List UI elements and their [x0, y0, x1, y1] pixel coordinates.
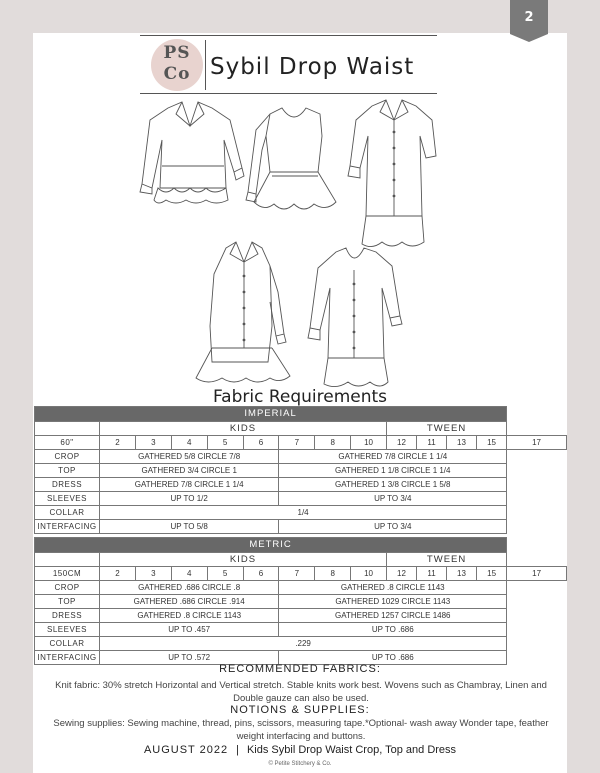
table-row	[35, 520, 567, 534]
tween-value: UP TO .686	[279, 623, 507, 637]
garment-illustrations	[130, 96, 460, 388]
copyright: © Petite Stitchery & Co.	[268, 761, 332, 767]
kids-value: GATHERED 7/8 CIRCLE 1 1/4	[100, 478, 279, 492]
size-cell: 4	[171, 436, 207, 450]
table-row	[35, 450, 567, 464]
fabric-requirements-title: Fabric Requirements	[212, 387, 388, 407]
table-row	[35, 464, 567, 478]
page-number: 2	[524, 10, 534, 25]
recommended-fabrics-heading: RECOMMENDED FABRICS:	[219, 663, 381, 675]
size-cell: 8	[315, 567, 351, 581]
row-label: DRESS	[35, 478, 100, 492]
tween-value: UP TO 3/4	[279, 520, 507, 534]
size-cell: 8	[315, 436, 351, 450]
kids-value: UP TO .572	[100, 651, 279, 665]
vneck-dress-sketch	[308, 248, 402, 387]
row-label: CROP	[35, 450, 100, 464]
row-label: TOP	[35, 595, 100, 609]
row-label: COLLAR	[35, 637, 100, 651]
long-dress-sketch	[348, 100, 436, 247]
drop-waist-top-sketch	[246, 108, 336, 209]
tween-value: GATHERED 7/8 CIRCLE 1 1/4	[279, 450, 507, 464]
kids-value: GATHERED .8 CIRCLE 1143	[100, 609, 279, 623]
size-cell: 13	[447, 436, 477, 450]
kids-value: UP TO 1/2	[100, 492, 279, 506]
table-row	[35, 581, 567, 595]
row-label: DRESS	[35, 609, 100, 623]
tween-value: GATHERED 1 3/8 CIRCLE 1 5/8	[279, 478, 507, 492]
footer-separator: |	[236, 744, 239, 756]
imperial-table	[34, 406, 567, 534]
size-cell: 15	[477, 567, 507, 581]
row-label: INTERFACING	[35, 651, 100, 665]
kids-value: UP TO .457	[100, 623, 279, 637]
size-cell: 7	[279, 436, 315, 450]
notions-text: Sewing supplies: Sewing machine, thread, pins, scissors, measuring tape.*Optional- wash away Wonder tape, feather weight interfacing and buttons.	[53, 718, 549, 742]
crop-top-sketch	[140, 102, 244, 203]
imperial-band: IMPERIAL	[35, 407, 507, 422]
metric-kids-header: KIDS	[100, 553, 387, 567]
size-cell: 11	[417, 567, 447, 581]
size-cell: 7	[279, 567, 315, 581]
tween-value: GATHERED 1 1/8 CIRCLE 1 1/4	[279, 464, 507, 478]
table-row	[35, 492, 567, 506]
row-label: SLEEVES	[35, 623, 100, 637]
metric-width-label: 150CM	[35, 567, 100, 581]
size-cell: 11	[417, 436, 447, 450]
metric-table	[34, 537, 567, 665]
size-cell: 12	[387, 567, 417, 581]
size-cell: 3	[135, 436, 171, 450]
pattern-title: Sybil Drop Waist	[210, 54, 415, 80]
imperial-corner	[35, 422, 100, 436]
table-row	[35, 609, 567, 623]
metric-tween-header: TWEEN	[387, 553, 507, 567]
size-cell: 10	[351, 567, 387, 581]
metric-corner	[35, 553, 100, 567]
title-rule-top	[140, 35, 437, 36]
size-cell: 6	[243, 567, 279, 581]
size-cell: 17	[507, 436, 567, 450]
table-row	[35, 478, 567, 492]
size-cell: 5	[207, 436, 243, 450]
tween-value: UP TO 3/4	[279, 492, 507, 506]
logo-line-2: Co	[163, 64, 191, 84]
size-cell: 3	[135, 567, 171, 581]
size-cell: 10	[351, 436, 387, 450]
table-row	[35, 595, 567, 609]
size-cell: 6	[243, 436, 279, 450]
logo-line-1: PS	[163, 43, 191, 63]
imperial-tween-header: TWEEN	[387, 422, 507, 436]
collar-value: 1/4	[100, 506, 507, 520]
tween-value: GATHERED .8 CIRCLE 1143	[279, 581, 507, 595]
row-label: TOP	[35, 464, 100, 478]
size-cell: 13	[447, 567, 477, 581]
sleeveless-dress-sketch	[196, 242, 290, 382]
table-row	[35, 623, 567, 637]
title-divider	[205, 40, 206, 90]
row-label: COLLAR	[35, 506, 100, 520]
tween-value: UP TO .686	[279, 651, 507, 665]
kids-value: GATHERED .686 CIRCLE .914	[100, 595, 279, 609]
size-cell: 15	[477, 436, 507, 450]
imperial-width-label: 60"	[35, 436, 100, 450]
recommended-fabrics-text: Knit fabric: 30% stretch Horizontal and Vertical stretch. Stable knits work best. Wovens such as Chambray, Linen and Double gauze can also be used.	[55, 680, 547, 704]
metric-band: METRIC	[35, 538, 507, 553]
kids-value: GATHERED 5/8 CIRCLE 7/8	[100, 450, 279, 464]
title-rule-bottom	[140, 93, 437, 94]
logo	[151, 43, 203, 85]
footer-pattern-name: Kids Sybil Drop Waist Crop, Top and Dress	[246, 744, 457, 756]
size-cell: 2	[100, 436, 136, 450]
row-label: INTERFACING	[35, 520, 100, 534]
size-cell: 17	[507, 567, 567, 581]
kids-value: UP TO 5/8	[100, 520, 279, 534]
kids-value: GATHERED .686 CIRCLE .8	[100, 581, 279, 595]
footer-date: AUGUST 2022	[143, 744, 229, 756]
size-cell: 2	[100, 567, 136, 581]
size-cell: 4	[171, 567, 207, 581]
footer	[0, 744, 600, 756]
imperial-kids-header: KIDS	[100, 422, 387, 436]
notions-heading: NOTIONS & SUPPLIES:	[230, 704, 370, 716]
collar-value: .229	[100, 637, 507, 651]
size-cell: 12	[387, 436, 417, 450]
tween-value: GATHERED 1257 CIRCLE 1486	[279, 609, 507, 623]
table-row	[35, 637, 567, 651]
row-label: CROP	[35, 581, 100, 595]
tween-value: GATHERED 1029 CIRCLE 1143	[279, 595, 507, 609]
table-row	[35, 506, 567, 520]
row-label: SLEEVES	[35, 492, 100, 506]
size-cell: 5	[207, 567, 243, 581]
kids-value: GATHERED 3/4 CIRCLE 1	[100, 464, 279, 478]
